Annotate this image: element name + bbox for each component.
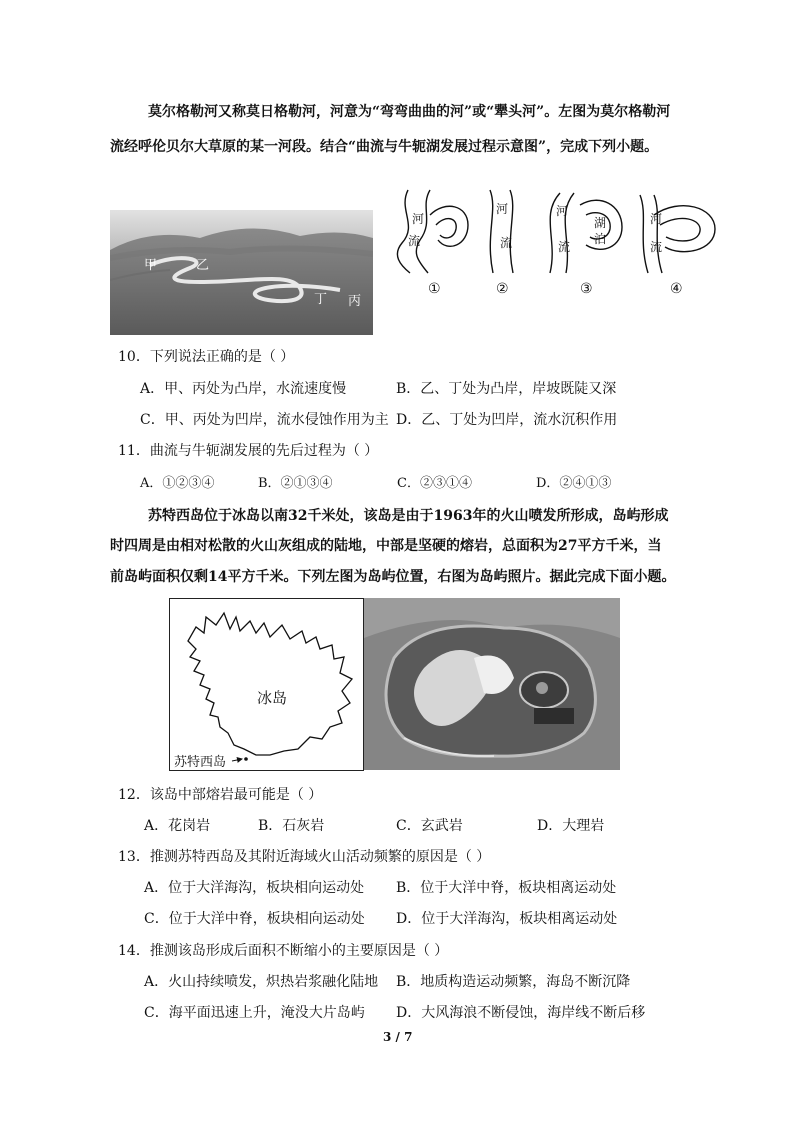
q14-option-c: C．海平面迅速上升，淹没大片岛屿 bbox=[144, 1005, 365, 1021]
diagram-liu-2: 流 bbox=[500, 236, 513, 250]
surtsey-label: 苏特西岛 bbox=[174, 755, 227, 770]
q10-option-d: D．乙、丁处为凹岸，流水沉积作用 bbox=[396, 412, 618, 428]
diagram-liu-1: 流 bbox=[408, 234, 421, 248]
iceland-map bbox=[169, 598, 364, 771]
q10-option-a: A．甲、丙处为凸岸，水流速度慢 bbox=[140, 381, 347, 397]
stage-3-number: ③ bbox=[580, 281, 593, 297]
q11-stem: 11．曲流与牛轭湖发展的先后过程为（ ） bbox=[118, 443, 379, 459]
diagram-hu: 湖 bbox=[594, 216, 607, 230]
q14-option-b: B．地质构造运动频繁，海岛不断沉降 bbox=[396, 974, 631, 990]
q11-option-d: D．②④①③ bbox=[536, 476, 612, 491]
label-yi: 乙 bbox=[196, 258, 210, 273]
iceland-outline bbox=[170, 599, 363, 770]
stage-1-number: ① bbox=[428, 281, 441, 297]
diagram-he-2: 河 bbox=[496, 202, 509, 216]
passage1-line2: 流经呼伦贝尔大草原的某一河段。结合“曲流与牛轭湖发展过程示意图”，完成下列小题。 bbox=[110, 139, 659, 155]
surtsey-photo-drawing bbox=[364, 598, 620, 770]
q12-option-d: D．大理岩 bbox=[537, 818, 605, 834]
label-bing: 丙 bbox=[348, 294, 362, 309]
q14-stem: 14．推测该岛形成后面积不断缩小的主要原因是（ ） bbox=[118, 943, 449, 959]
diagram-liu-3: 流 bbox=[558, 240, 571, 254]
q11-option-b: B．②①③④ bbox=[258, 476, 333, 491]
q10-stem: 10．下列说法正确的是（ ） bbox=[118, 349, 295, 365]
river-photo bbox=[110, 210, 373, 335]
stage-2-number: ② bbox=[496, 281, 509, 297]
q13-option-d: D．位于大洋海沟，板块相离运动处 bbox=[396, 911, 618, 927]
diagram-liu-4: 流 bbox=[650, 240, 663, 254]
diagram-he-4: 河 bbox=[650, 212, 663, 226]
diagram-bo: 泊 bbox=[594, 232, 607, 246]
passage1-line1: 莫尔格勒河又称莫日格勒河，河意为“弯弯曲曲的河”或“犟头河”。左图为莫尔格勒河 bbox=[148, 104, 671, 120]
stage-4-number: ④ bbox=[670, 281, 683, 297]
q13-option-c: C．位于大洋中脊，板块相向运动处 bbox=[144, 911, 365, 927]
passage2-line2: 时四周是由相对松散的火山灰组成的陆地，中部是坚硬的熔岩，总面积为27平方千米，当 bbox=[110, 538, 662, 554]
meander-diagram-drawing bbox=[390, 185, 730, 300]
q12-option-c: C．玄武岩 bbox=[396, 818, 463, 834]
q12-stem: 12．该岛中部熔岩最可能是（ ） bbox=[118, 787, 323, 803]
diagram-he-3: 河 bbox=[556, 204, 569, 218]
label-ding: 丁 bbox=[314, 292, 328, 307]
q13-option-b: B．位于大洋中脊，板块相离运动处 bbox=[396, 880, 617, 896]
q11-option-c: C．②③①④ bbox=[397, 476, 472, 491]
q10-option-c: C．甲、丙处为凹岸，流水侵蚀作用为主 bbox=[140, 412, 389, 428]
q12-option-a: A．花岗岩 bbox=[144, 818, 211, 834]
diagram-he-1: 河 bbox=[412, 212, 425, 226]
q12-option-b: B．石灰岩 bbox=[258, 818, 325, 834]
passage2-line3: 前岛屿面积仅剩14平方千米。下列左图为岛屿位置，右图为岛屿照片。据此完成下面小题。 bbox=[110, 569, 676, 585]
q13-option-a: A．位于大洋海沟，板块相向运动处 bbox=[144, 880, 365, 896]
q14-option-a: A．火山持续喷发，炽热岩浆融化陆地 bbox=[144, 974, 379, 990]
page-number: 3 / 7 bbox=[383, 1030, 413, 1044]
iceland-label: 冰岛 bbox=[257, 689, 288, 707]
meander-diagram bbox=[390, 185, 730, 300]
label-jia: 甲 bbox=[144, 258, 158, 273]
surtsey-photo bbox=[364, 598, 620, 770]
q10-option-b: B．乙、丁处为凸岸，岸坡既陡又深 bbox=[396, 381, 617, 397]
q13-stem: 13．推测苏特西岛及其附近海域火山活动频繁的原因是（ ） bbox=[118, 849, 491, 865]
passage2-line1: 苏特西岛位于冰岛以南32千米处，该岛是由于1963年的火山喷发所形成，岛屿形成 bbox=[148, 508, 669, 524]
q11-option-a: A．①②③④ bbox=[140, 476, 215, 491]
q14-option-d: D．大风海浪不断侵蚀，海岸线不断后移 bbox=[396, 1005, 646, 1021]
